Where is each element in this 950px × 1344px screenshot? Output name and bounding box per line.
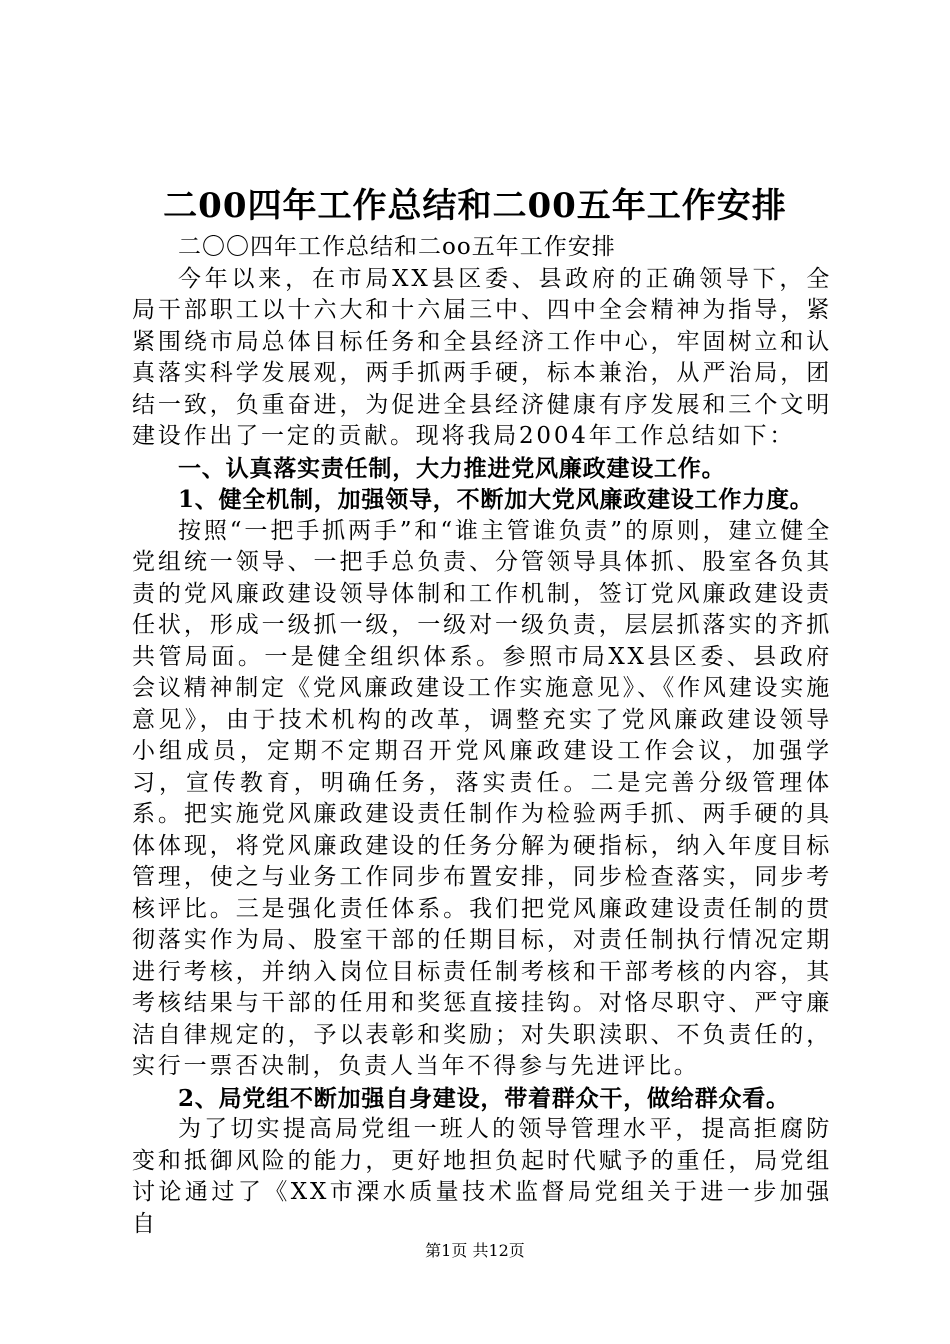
document-title: 二00四年工作总结和二00五年工作安排 — [163, 186, 787, 226]
section-heading: 一、认真落实责任制，大力推进党风廉政建设工作。 — [178, 454, 726, 482]
subsection-heading: 2、局党组不断加强自身建设，带着群众干，做给群众看。 — [178, 1084, 790, 1112]
body-paragraph: 今年以来，在市局XX县区委、县政府的正确领导下，全局干部职工以十六大和十六届三中、四中全会精神为指导，紧紧围绕市局总体目标任务和全县经济工作中心，牢固树立和认真落实科学发展观，两手抓两手硬，标本兼治，从严治局，团结一致，负重奋进，为促进全县经济健康有序发展和三个文明建设作出了一定的贡献。现将我局2004年工作总结如下： — [132, 265, 832, 449]
document-subtitle: 二〇〇四年工作总结和二oo五年工作安排 — [178, 234, 616, 260]
body-paragraph: 为了切实提高局党组一班人的领导管理水平，提高拒腐防变和抵御风险的能力，更好地担负起时代赋予的重任，局党组讨论通过了《XX市溧水质量技术监督局党组关于进一步加强自 — [132, 1116, 832, 1237]
page-footer: 第1页 共12页 — [425, 1241, 525, 1260]
body-paragraph: 按照“一把手抓两手”和“谁主管谁负责”的原则，建立健全党组统一领导、一把手总负责、分管领导具体抓、股室各负其责的党风廉政建设领导体制和工作机制，签订党风廉政建设责任状，形成一级抓一级，一级对一级负责，层层抓落实的齐抓共管局面。一是健全组织体系。参照市局XX县区委、县政府会议精神制定《党风廉政建设工作实施意见》、《作风建设实施意见》，由于技术机构的改革，调整充实了党风廉政建设领导小组成员，定期不定期召开党风廉政建设工作会议，加强学习，宣传教育，明确任务，落实责任。二是完善分级管理体系。把实施党风廉政建设责任制作为检验两手抓、两手硬的具体体现，将党风廉政建设的任务分解为硬指标，纳入年度目标管理，使之与业务工作同步布置安排，同步检查落实，同步考核评比。三是强化责任体系。我们把党风廉政建设责任制的贯彻落实作为局、股室干部的任期目标，对责任制执行情况定期进行考核，并纳入岗位目标责任制考核和干部考核的内容，其考核结果与干部的任用和奖惩直接挂钩。对恪尽职守、严守廉洁自律规定的，予以表彰和奖励；对失职渎职、不负责任的，实行一票否决制，负责人当年不得参与先进评比。 — [132, 517, 832, 1079]
subsection-heading: 1、健全机制，加强领导，不断加大党风廉政建设工作力度。 — [178, 486, 814, 513]
document-body — [132, 232, 832, 1240]
